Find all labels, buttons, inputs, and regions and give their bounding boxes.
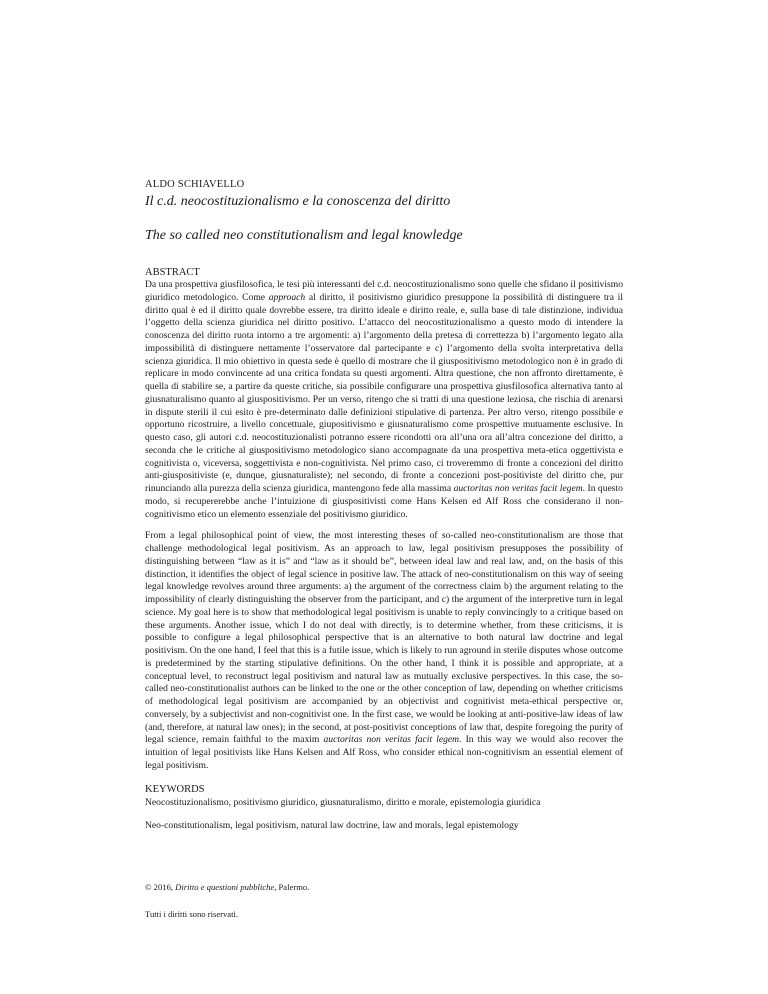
copyright-line xyxy=(145,882,623,893)
text-run: Da una prospettiva giusfilosofica, le tesi più interessanti del c.d. neocostituzionalismo sono quelle che sfidano il positivismo giuridico metodologico. Come xyxy=(145,279,623,303)
italic-phrase: approach xyxy=(268,291,306,303)
article-title-italian: Il c.d. neocostituzionalismo e la conoscenza del diritto xyxy=(145,194,451,209)
abstract-english xyxy=(145,530,623,772)
text-run: From a legal philosophical point of view, the most interesting theses of so-called neo-constitutionalism are those that challenge methodological legal positivism. As an approach to law, legal positivism presupposes the possibility of distinguishing between “law as it is” and “law as it should be”, between ideal law and real law, and, on the basis of this distinction, it identifies the object of legal science in positive law. The attack of neo-constitutionalism on this way of seeing legal knowledge revolves around three arguments: a) the argument of the correctness claim b) the argument relating to the impossibility of clearly distinguishing the observer from the participant, and c) the argument of the interpretive turn in legal science. My goal here is to show that methodological legal positivism is unable to reply convincingly to a critique based on these arguments. Another issue, which I do not deal with directly, is to determine whether, from these criticisms, it is possible to configure a legal philosophical perspective that is an alternative to both natural law doctrine and legal positivism. On the one hand, I feel that this is a futile issue, which is likely to run aground in sterile disputes whose outcome is predetermined by the starting stipulative definitions. On the other hand, I think it is possible and appropriate, at a conceptual level, to reconstruct legal positivism and natural law as mutually exclusive perspectives. In this case, the so-called neo-constitutionalist authors can be linked to the one or the other conception of law, depending on whether criticisms of methodological legal positivism are accompanied by an objectivist and cognitivist meta-ethical perspective or, conversely, by a subjectivist and non-cognitivist one. In the first case, we would be looking at anti-positive-law ideas of law (and, therefore, at natural law ones); in the second, at post-positivist conceptions of law that, despite foregoing the purity of legal science, remain faithful to the maxim xyxy=(145,530,623,746)
journal-name: Diritto e questioni pubbliche xyxy=(175,882,275,892)
text-run: . In questo modo, si recupererebbe anche l’intuizione di giuspositivisti come Hans Kelsen ed Alf Ross che considerano il non-cognitivismo etico un elemento essenziale del positivismo giuridico. xyxy=(145,483,623,520)
copyright-suffix: , Palermo. xyxy=(274,882,310,892)
keywords-italian: Neocostituzionalismo, positivismo giuridico, giusnaturalismo, diritto e morale, epistemologia giuridica xyxy=(145,796,541,808)
abstract-heading: ABSTRACT xyxy=(145,267,200,278)
author-name: ALDO SCHIAVELLO xyxy=(145,179,245,190)
copyright-prefix: © 2016, xyxy=(145,882,176,892)
rights-reserved: Tutti i diritti sono riservati. xyxy=(145,909,239,919)
article-title-english: The so called neo constitutionalism and legal knowledge xyxy=(145,228,463,243)
keywords-heading: KEYWORDS xyxy=(145,783,205,795)
article-header xyxy=(145,178,623,832)
italic-phrase: auctoritas non veritas facit legem xyxy=(453,483,583,494)
text-run: al diritto, il positivismo giuridico presuppone la possibilità di distinguere tra il diritto qual è ed il diritto quale dovrebbe essere, tra diritto ideale e diritto reale, e, sulla base di tale distinzione, individua l’oggetto della scienza giuridica nel diritto positivo. L’attacco del neocostituzionalismo a questo modo di intendere la conoscenza del diritto ruota intorno a tre argomenti: a) l’argomento della pretesa di correttezza b) l’argomento legato alla impossibilità di distinguere nettamente l’osservatore dal partecipante e c) l’argomento della svolta interpretativa della scienza giuridica. Il mio obiettivo in questa sede è quello di mostrare che il giuspositivismo metodologico non è in grado di replicare in modo convincente ad una critica fondata su questi argomenti. Altra questione, che non affronto direttamente, è quella di stabilire se, a partire da queste critiche, sia possibile configurare una prospettiva giusfilosofica alternativa tanto al giusnaturalismo quanto al giuspositivismo. Per un verso, ritengo che si tratti di una questione leziosa, che rischia di arenarsi in dispute sterili il cui esito è pre-determinato dalle definizioni stipulative di partenza. Per altro verso, ritengo possibile e opportuno ricostruire, a livello concettuale, giupositivismo e giusnaturalismo come prospettive mutuamente esclusive. In questo caso, gli autori c.d. neocostituzionalisti potranno essere ricondotti ora all’una ora all’altra concezione del diritto, a seconda che le critiche al giuspositivismo metodologico siano accompagnate da una prospettiva meta-etica oggettivista e cognitivista o, viceversa, soggettivista e non-cognitivista. Nel primo caso, ci troveremmo di fronte a concezioni del diritto anti-giuspositiviste (e, dunque, giusnaturaliste); nel secondo, di fronte a concezioni post-positiviste del diritto che, pur rinunciando alla purezza della scienza giuridica, mantengono fede alla massima xyxy=(145,291,623,494)
keywords-english: Neo-constitutionalism, legal positivism, natural law doctrine, law and morals, legal epistemology xyxy=(145,819,519,831)
italic-phrase: auctoritas non veritas facit legem xyxy=(323,734,460,746)
text-run: . In this way we would also recover the intuition of legal positivists like Hans Kelsen and Alf Ross, who consider ethical non-cognitivism an essential element of legal positivism. xyxy=(145,734,624,771)
page-footer xyxy=(145,882,623,920)
abstract-italian xyxy=(145,279,623,521)
